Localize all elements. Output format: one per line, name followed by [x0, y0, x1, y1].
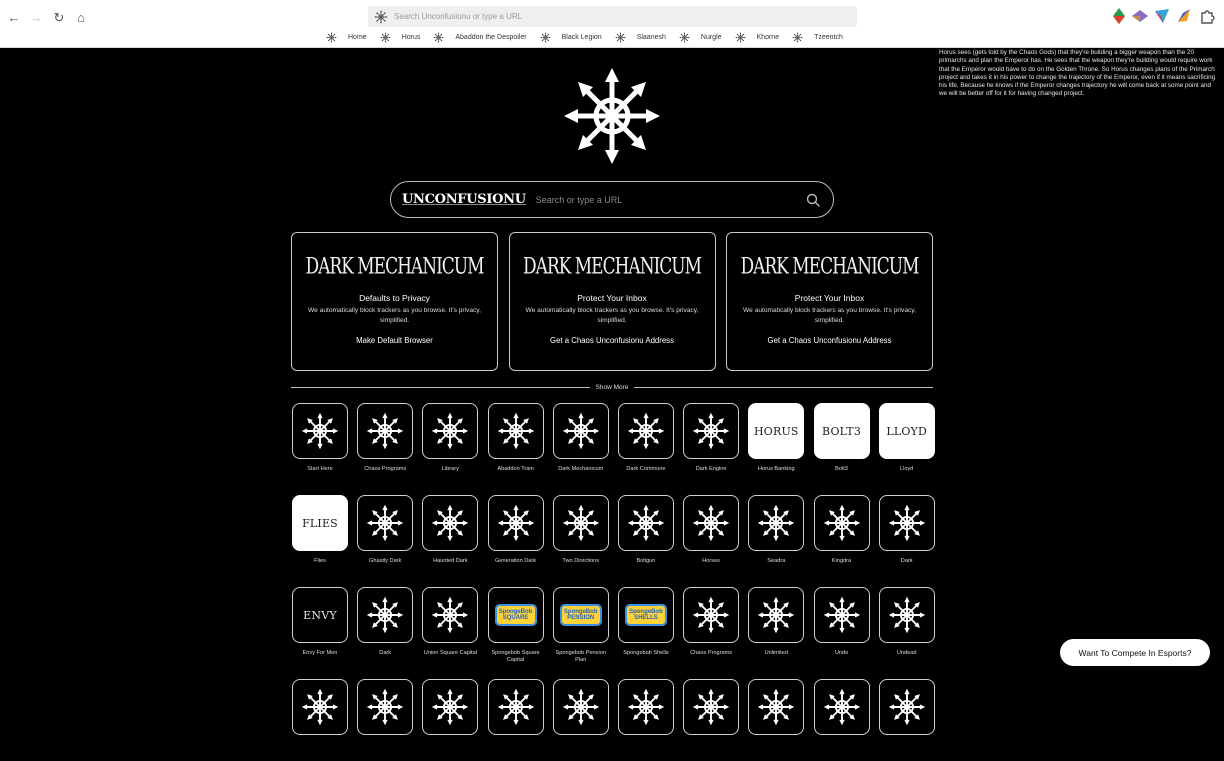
shortcut-tile-icon-box[interactable] [292, 403, 348, 459]
shortcut-tile-label: Two Directions [562, 558, 600, 564]
chaos-star-icon [431, 596, 469, 634]
shortcut-tile[interactable] [422, 679, 478, 761]
shortcut-tile-icon-box[interactable] [618, 587, 674, 643]
shortcut-tile[interactable] [488, 495, 544, 577]
shortcut-tile-label: Dark Commune [626, 466, 666, 472]
shortcut-tile[interactable] [618, 403, 674, 485]
tile-wordmark: BOLT3 [821, 424, 862, 438]
divider-line [634, 387, 933, 388]
shortcut-tile-label [422, 742, 478, 761]
bookmark-khorne[interactable]: Khorne [735, 32, 780, 43]
spongebob-logo-icon: SpongeBob SQUARE [495, 604, 537, 626]
shortcut-tile[interactable] [553, 403, 609, 485]
shortcut-tile[interactable] [814, 495, 870, 577]
shortcut-tile-icon-box[interactable] [488, 403, 544, 459]
tile-wordmark: ENVY [303, 608, 337, 622]
shortcut-tile-icon-box[interactable] [879, 403, 935, 459]
promo-cards [291, 232, 933, 371]
shortcut-tile-label: Bolt3 [835, 466, 848, 472]
shortcut-tile-label [488, 742, 544, 761]
chaos-star-icon [431, 688, 469, 726]
shortcut-tile-icon-box[interactable] [292, 587, 348, 643]
shortcut-tile[interactable] [292, 587, 348, 669]
search-brand-logo: UNCONFUSIONU [402, 192, 526, 207]
shortcut-tile-label: Undo [834, 650, 849, 656]
chaos-star-icon [366, 412, 404, 450]
chaos-star-icon [823, 596, 861, 634]
shortcut-tile[interactable] [879, 587, 935, 669]
bookmark-horus[interactable]: Horus [380, 32, 421, 43]
shortcut-tile-label: Ghastly Dark [369, 558, 402, 564]
shortcut-tile-icon-box[interactable] [814, 587, 870, 643]
shortcut-tile[interactable] [814, 403, 870, 485]
bookmark-tzeentch[interactable]: Tzeentch [792, 32, 843, 43]
reload-icon[interactable]: ↻ [53, 9, 65, 25]
chaos-star-logo-icon [562, 66, 662, 166]
shortcut-tile-label: Spongebob Pension Plan [555, 650, 606, 663]
chaos-star-icon [757, 504, 795, 542]
chaos-star-icon [679, 32, 690, 43]
shortcut-tile[interactable] [683, 403, 739, 485]
shortcut-tile[interactable] [292, 495, 348, 577]
shortcut-tile-label [814, 742, 870, 761]
shortcut-tile[interactable] [488, 679, 544, 761]
shortcut-tile-icon-box[interactable] [357, 403, 413, 459]
shortcut-tile-icon-box[interactable] [488, 679, 544, 735]
shortcut-tile-label [618, 742, 674, 761]
shortcut-tile[interactable] [748, 679, 804, 761]
side-note-text: Horus sees (gets told by the Chaos Gods) that they're building a bigger weapon than the 20 primarchs and plan the Emperor has. He sees that the weapon they're building would require work that the Emperor would have to do on the Golden Throne. So Horus changes plans of the Primarch project and takes it in his power to change the trajectory of the Emperor, even if it means sacrificing his life. Because he knows if the Emperor changes trajectory he will come back at some point and we will be better off for it for having changed project. [939, 49, 1216, 98]
card-description: We automatically block trackers as you browse. It's privacy, simplified. [308, 307, 481, 324]
shortcut-tile-label: Haunted Dark [433, 558, 468, 564]
make-default-browser-link[interactable]: Make Default Browser [356, 336, 433, 345]
shortcut-tile-label: Flies [314, 558, 326, 564]
get-address-link[interactable]: Get a Chaos Unconfusionu Address [767, 336, 892, 345]
shortcut-tile-label: Dark [379, 650, 392, 656]
shortcut-tile[interactable] [683, 679, 739, 761]
shortcut-tile-icon-box[interactable] [553, 495, 609, 551]
shortcut-tile-icon-box[interactable] [618, 403, 674, 459]
card-description: We automatically block trackers as you browse. It's privacy, simplified. [743, 307, 916, 324]
card-description: We automatically block trackers as you browse. It's privacy, simplified. [525, 307, 699, 324]
shortcut-tile[interactable] [488, 403, 544, 485]
purple-gem-icon[interactable] [1131, 7, 1149, 25]
bookmark-nurgle[interactable]: Nurgle [679, 32, 722, 43]
chaos-star-icon [888, 504, 926, 542]
shortcut-tile-label: Unlimited [764, 650, 788, 656]
shortcut-tile-label [683, 742, 739, 761]
address-input[interactable] [394, 12, 834, 21]
chaos-star-icon [627, 412, 665, 450]
shortcut-tile[interactable] [814, 679, 870, 761]
shortcut-tile[interactable] [879, 403, 935, 485]
tile-wordmark: HORUS [753, 424, 799, 438]
shortcut-tile-label: Undead [896, 650, 917, 656]
shortcut-tile-label: Kingdra [831, 558, 852, 564]
forward-arrow-icon[interactable]: → [29, 9, 43, 25]
chaos-star-icon [888, 596, 926, 634]
shortcut-tile[interactable] [814, 587, 870, 669]
dark-mechanicum-logo: DARK MECHANICUM [740, 254, 919, 280]
shortcut-tile-label: Horus Banking [757, 466, 795, 472]
dark-mechanicum-logo: DARK MECHANICUM [305, 254, 484, 280]
puzzle-icon[interactable] [1198, 7, 1216, 25]
spongebob-logo-icon: SpongeBob PENSION [560, 604, 602, 626]
shortcut-tile-label: Union Square Capital [423, 650, 477, 656]
shortcut-tile-label: Seadra [767, 558, 786, 564]
shortcut-tile-label [357, 742, 413, 761]
chaos-star-icon [433, 32, 444, 43]
chaos-star-icon [366, 504, 404, 542]
chaos-star-icon [757, 596, 795, 634]
chaos-star-icon [627, 504, 665, 542]
shortcut-tile-label [748, 742, 804, 761]
chaos-star-icon [823, 688, 861, 726]
shortcut-tile-label: Chaos Programs [364, 466, 407, 472]
shortcut-tile[interactable] [422, 403, 478, 485]
shortcut-tile-label: Dark Mechanicum [558, 466, 604, 472]
chaos-star-icon [562, 412, 600, 450]
shortcut-tile[interactable] [879, 495, 935, 577]
shortcut-tile[interactable] [553, 587, 609, 669]
shortcut-tile-icon-box[interactable] [422, 495, 478, 551]
bookmarks-bar [326, 30, 856, 44]
shortcut-tile-icon-box[interactable] [814, 403, 870, 459]
bookmark-slaanesh[interactable]: Slaanesh [615, 32, 666, 43]
shortcut-tile-icon-box[interactable] [553, 679, 609, 735]
shortcut-tile-icon-box[interactable] [683, 587, 739, 643]
tile-wordmark: FLIES [302, 516, 338, 530]
card-title: Protect Your Inbox [577, 293, 647, 303]
chaos-star-icon [497, 688, 535, 726]
shortcut-tile[interactable] [292, 679, 348, 761]
shortcut-tile[interactable] [618, 495, 674, 577]
shortcut-tile[interactable] [553, 679, 609, 761]
chaos-star-icon [562, 504, 600, 542]
shortcut-tile[interactable] [748, 587, 804, 669]
shortcut-tile[interactable] [422, 495, 478, 577]
chaos-star-icon [301, 412, 339, 450]
shortcut-tile-icon-box[interactable] [553, 403, 609, 459]
chaos-star-icon [735, 32, 746, 43]
chaos-star-icon [431, 504, 469, 542]
shortcut-tile-icon-box[interactable] [879, 587, 935, 643]
back-arrow-icon[interactable]: ← [7, 9, 21, 25]
bookmark-home[interactable]: Home [326, 32, 367, 43]
chaos-star-icon [497, 412, 535, 450]
shortcut-tile-label [292, 742, 348, 761]
chaos-star-icon [380, 32, 391, 43]
dark-mechanicum-logo: DARK MECHANICUM [522, 254, 702, 280]
shortcut-tile-label: Spongebob Square Capital [491, 650, 540, 663]
shortcut-tile[interactable] [683, 587, 739, 669]
address-bar[interactable] [368, 6, 857, 27]
paper-plane-icon[interactable] [1153, 7, 1171, 25]
shortcut-tile-icon-box[interactable] [814, 679, 870, 735]
shortcut-tile-label: Chaos Programs [690, 650, 733, 656]
promo-card [291, 232, 498, 371]
shortcut-tile-label: Lloyd [900, 466, 914, 472]
shortcut-tile-label: Abaddon Train [497, 466, 534, 472]
chaos-star-icon [366, 688, 404, 726]
shortcut-tile[interactable] [683, 495, 739, 577]
shortcut-tile-icon-box[interactable] [488, 587, 544, 643]
shortcut-tile-label: Library [441, 466, 459, 472]
shortcut-tile-icon-box[interactable] [683, 495, 739, 551]
shortcut-tile-label: Dark Engine [695, 466, 727, 472]
shortcut-tile[interactable] [553, 495, 609, 577]
shortcut-tile-label: Envy For Men [302, 650, 338, 656]
promo-card [509, 232, 716, 371]
shortcut-tile-label: Dark [900, 558, 913, 564]
search-bar[interactable] [390, 181, 834, 218]
chaos-star-icon [301, 688, 339, 726]
chaos-star-icon [692, 596, 730, 634]
spongebob-logo-icon: SpongeBob SHELLS [625, 604, 667, 626]
chaos-star-icon [823, 504, 861, 542]
shortcut-tile-label: Start Here [307, 466, 333, 472]
chaos-star-icon [540, 32, 551, 43]
shortcut-tile-icon-box[interactable] [422, 587, 478, 643]
shortcut-tile-label: Generation Dark [495, 558, 537, 564]
chaos-star-icon [757, 688, 795, 726]
chaos-star-icon [627, 688, 665, 726]
shortcut-tile-icon-box[interactable] [422, 679, 478, 735]
promo-card [726, 232, 933, 371]
shortcut-tile[interactable] [422, 587, 478, 669]
chaos-star-icon [615, 32, 626, 43]
chaos-star-icon [692, 688, 730, 726]
shortcut-tile[interactable] [488, 587, 544, 669]
tile-wordmark: LLOYD [886, 424, 928, 438]
home-icon[interactable]: ⌂ [77, 9, 85, 25]
chaos-star-icon [562, 688, 600, 726]
chaos-star-icon [497, 504, 535, 542]
shortcut-tile[interactable] [879, 679, 935, 761]
shortcut-tile[interactable] [618, 679, 674, 761]
shortcut-tile-icon-box[interactable] [618, 495, 674, 551]
shortcut-tile-icon-box[interactable] [748, 679, 804, 735]
esports-button[interactable]: Want To Compete In Esports? [1060, 639, 1210, 666]
chaos-star-icon [692, 412, 730, 450]
shortcut-tile[interactable] [618, 587, 674, 669]
shortcut-tile-icon-box[interactable] [292, 495, 348, 551]
shortcut-tile-icon-box[interactable] [422, 403, 478, 459]
shortcut-tile[interactable] [748, 495, 804, 577]
shortcut-tile[interactable] [357, 587, 413, 669]
search-input[interactable] [536, 195, 805, 205]
shortcut-tile-icon-box[interactable] [748, 495, 804, 551]
chaos-star-icon [692, 504, 730, 542]
chaos-star-icon [326, 32, 337, 43]
chaos-star-icon [792, 32, 803, 43]
bookmark-abaddon[interactable]: Abaddon the Despoiler [433, 32, 526, 43]
chaos-star-icon [374, 10, 388, 24]
shortcut-tile-icon-box[interactable] [357, 587, 413, 643]
shortcut-tile-icon-box[interactable] [618, 679, 674, 735]
shortcut-tile-label [553, 742, 609, 761]
green-red-gem-icon[interactable] [1110, 7, 1128, 25]
shortcut-tile[interactable] [357, 495, 413, 577]
shortcut-tile[interactable] [748, 403, 804, 485]
shortcut-tile-icon-box[interactable] [814, 495, 870, 551]
show-more-divider [291, 382, 933, 392]
browser-toolbar [0, 0, 1224, 48]
divider-line [291, 387, 590, 388]
shortcut-tile[interactable] [357, 403, 413, 485]
shortcut-grid [292, 403, 936, 761]
chaos-star-icon [366, 596, 404, 634]
shortcut-tile-icon-box[interactable] [879, 679, 935, 735]
shortcut-tile[interactable] [357, 679, 413, 761]
shortcut-tile-icon-box[interactable] [748, 587, 804, 643]
shortcut-tile-icon-box[interactable] [357, 495, 413, 551]
shortcut-tile-icon-box[interactable] [748, 403, 804, 459]
orange-kite-icon[interactable] [1175, 7, 1193, 25]
get-address-link[interactable]: Get a Chaos Unconfusionu Address [550, 336, 674, 345]
shortcut-tile-icon-box[interactable] [683, 679, 739, 735]
shortcut-tile-icon-box[interactable] [879, 495, 935, 551]
shortcut-tile-icon-box[interactable] [553, 587, 609, 643]
chaos-star-icon [431, 412, 469, 450]
shortcut-tile[interactable] [292, 403, 348, 485]
show-more-button[interactable]: Show More [595, 383, 629, 391]
card-title: Defaults to Privacy [359, 293, 430, 303]
shortcut-tile-icon-box[interactable] [292, 679, 348, 735]
shortcut-tile-icon-box[interactable] [488, 495, 544, 551]
shortcut-tile-label: Boltgun [636, 558, 656, 564]
shortcut-tile-label: Horses [702, 558, 720, 564]
chaos-star-icon [888, 688, 926, 726]
search-icon[interactable] [805, 192, 821, 208]
shortcut-tile-icon-box[interactable] [683, 403, 739, 459]
card-title: Protect Your Inbox [794, 293, 865, 303]
shortcut-tile-icon-box[interactable] [357, 679, 413, 735]
shortcut-tile-label [879, 742, 935, 761]
shortcut-tile-label: Spongebob Shells [623, 650, 669, 656]
bookmark-black-legion[interactable]: Black Legion [540, 32, 602, 43]
